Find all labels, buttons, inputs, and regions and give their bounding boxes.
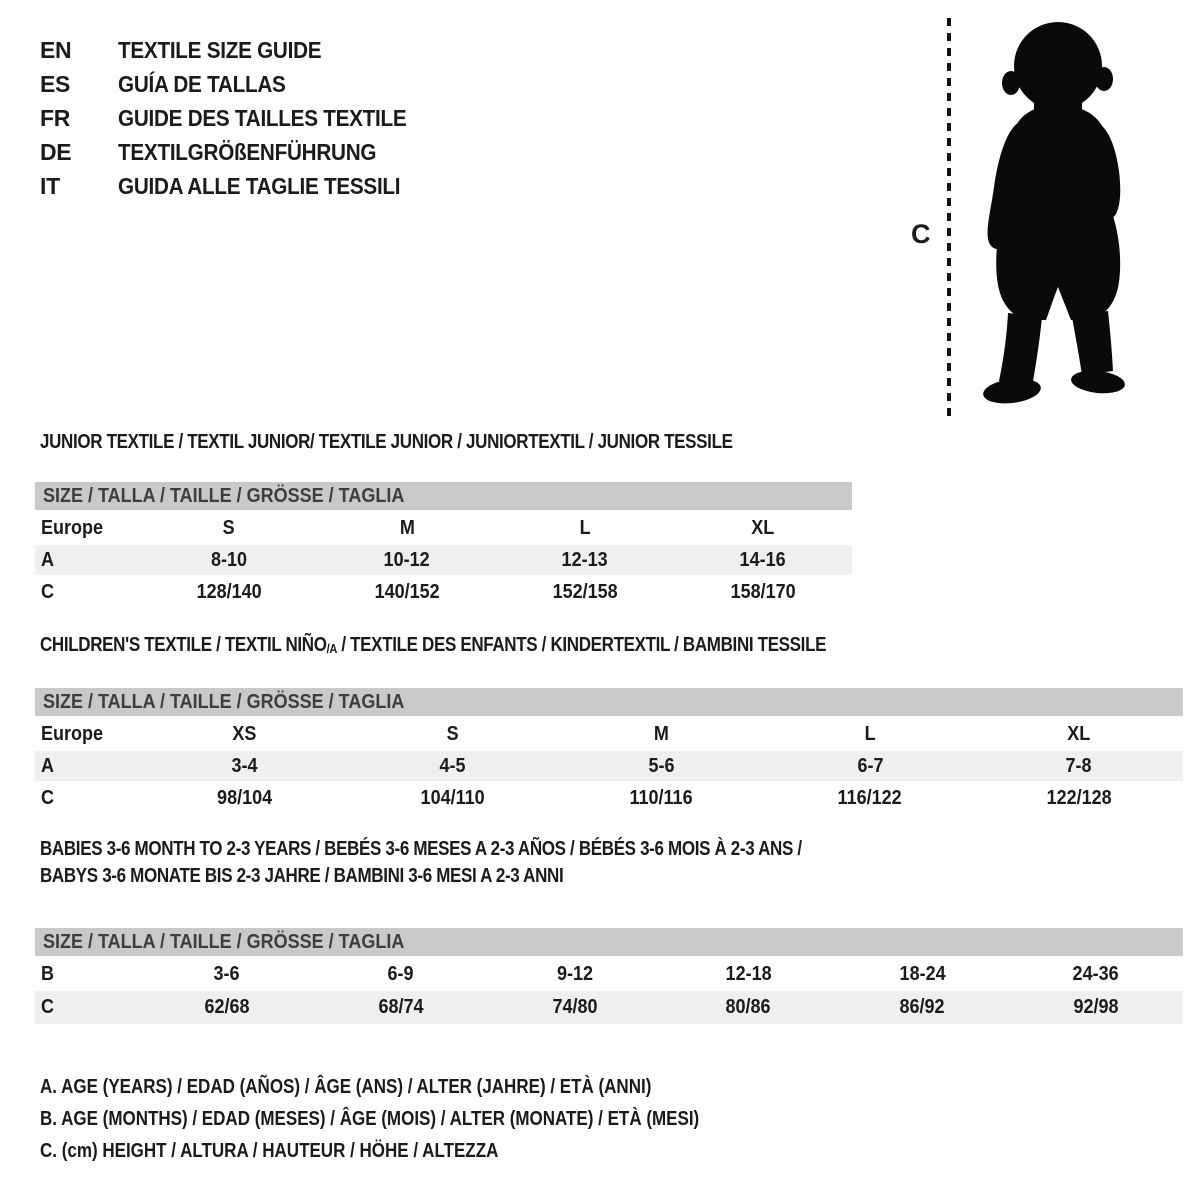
legend-line-c: C. (cm) HEIGHT / ALTURA / HAUTEUR / HÖHE / ALTEZZA (40, 1139, 499, 1162)
table-row (35, 751, 1183, 781)
language-row (40, 135, 439, 169)
junior-section-title: JUNIOR TEXTILE / TEXTIL JUNIOR/ TEXTILE JUNIOR / JUNIORTEXTIL / JUNIOR TESSILE (40, 431, 733, 453)
table-cell: 152/158 (552, 581, 618, 603)
table-cell: L (579, 517, 591, 539)
height-dashed-line (946, 18, 952, 416)
table-cell: 5-6 (648, 754, 675, 777)
row-label: C (41, 581, 55, 603)
table-row (35, 718, 1183, 751)
children-section-title: CHILDREN'S TEXTILE / TEXTIL NIÑO/A / TEXTILE DES ENFANTS / KINDERTEXTIL / BAMBINI TESSILE (40, 634, 827, 656)
table-row (35, 991, 1183, 1024)
row-label: B (41, 963, 55, 985)
language-list (40, 33, 439, 203)
language-label: GUÍA DE TALLAS (118, 70, 286, 97)
language-row (40, 169, 439, 203)
row-label: Europe (41, 517, 104, 539)
table-cell: M (653, 723, 669, 745)
table-cell: 18-24 (899, 963, 946, 985)
table-cell: 6-7 (857, 754, 884, 777)
table-cell: 68/74 (378, 996, 424, 1018)
row-label: A (41, 754, 55, 777)
left-ear (1002, 71, 1020, 95)
language-label: GUIDA ALLE TAGLIE TESSILI (118, 172, 401, 199)
table-cell: 80/86 (725, 996, 771, 1018)
table-row (35, 512, 852, 545)
table-cell: 7-8 (1065, 754, 1092, 777)
row-label: A (41, 548, 55, 571)
row-label: C (41, 996, 55, 1018)
table-cell: 4-5 (439, 754, 466, 777)
table-cell: 62/68 (204, 996, 250, 1018)
size-header-bar: SIZE / TALLA / TAILLE / GRÖSSE / TAGLIA (35, 928, 1183, 956)
language-code: ES (40, 70, 71, 97)
table-row (35, 958, 1183, 991)
table-cell: L (864, 723, 876, 745)
language-label: TEXTILGRÖßENFÜHRUNG (118, 138, 377, 165)
table-cell: 158/170 (730, 581, 796, 603)
language-code: EN (40, 36, 72, 63)
table-cell: 10-12 (383, 548, 431, 571)
table-cell: XS (232, 723, 257, 745)
table-cell: 110/116 (629, 787, 694, 809)
language-label: GUIDE DES TAILLES TEXTILE (118, 104, 407, 131)
children-section (35, 633, 1183, 816)
table-cell: 128/140 (196, 581, 262, 603)
language-code: IT (40, 172, 60, 199)
babies-section-title: BABIES 3-6 MONTH TO 2-3 YEARS / BEBÉS 3-6 MESES A 2-3 AÑOS / BÉBÉS 3-6 MOIS À 2-3 ANS / BABYS 3-6 MONATE BIS 2-3 JAHRE / BAMBINI 3-6 MESI A 2-3 ANNI (40, 838, 802, 887)
table-cell: 12-13 (561, 548, 609, 571)
title-subscript: /A (326, 641, 337, 656)
table-cell: S (446, 723, 459, 745)
table-cell: 116/122 (838, 787, 903, 809)
junior-section (35, 430, 852, 610)
children-size-table (35, 688, 1183, 816)
size-header-bar: SIZE / TALLA / TAILLE / GRÖSSE / TAGLIA (35, 688, 1183, 716)
junior-size-table (35, 482, 852, 610)
size-header-bar: SIZE / TALLA / TAILLE / GRÖSSE / TAGLIA (35, 482, 852, 510)
toddler-silhouette-image (970, 21, 1135, 413)
table-cell: 74/80 (552, 996, 598, 1018)
table-cell: 3-6 (213, 963, 240, 985)
table-cell: 104/110 (420, 787, 485, 809)
right-ear (1095, 67, 1113, 91)
table-cell: S (222, 517, 236, 539)
language-code: FR (40, 104, 71, 131)
language-row (40, 33, 439, 67)
table-cell: 9-12 (556, 963, 593, 985)
table-cell: XL (1067, 723, 1091, 745)
babies-size-table (35, 928, 1183, 1024)
table-cell: 140/152 (374, 581, 440, 603)
language-label: TEXTILE SIZE GUIDE (118, 36, 322, 63)
table-row (35, 545, 852, 575)
legend (40, 1071, 816, 1167)
table-cell: XL (751, 517, 775, 539)
language-code: DE (40, 138, 72, 165)
table-cell: 122/128 (1046, 787, 1112, 809)
table-cell: 8-10 (210, 548, 248, 571)
table-cell: 92/98 (1073, 996, 1119, 1018)
legend-line-a: A. AGE (YEARS) / EDAD (AÑOS) / ÂGE (ANS) / ALTER (JAHRE) / ETÀ (ANNI) (40, 1075, 652, 1098)
babies-section (35, 836, 1183, 1024)
language-row (40, 101, 439, 135)
row-label: C (41, 787, 55, 809)
table-cell: 24-36 (1073, 963, 1120, 985)
table-cell: 6-9 (387, 963, 414, 985)
language-row (40, 67, 439, 101)
table-cell: M (399, 517, 415, 539)
table-cell: 98/104 (216, 787, 272, 809)
table-row (35, 575, 852, 610)
table-cell: 12-18 (725, 963, 772, 985)
table-cell: 14-16 (739, 548, 787, 571)
legend-line-b: B. AGE (MONTHS) / EDAD (MESES) / ÂGE (MOIS) / ALTER (MONATE) / ETÀ (MESI) (40, 1107, 700, 1130)
height-measure-label: C (911, 219, 931, 249)
table-cell: 86/92 (899, 996, 945, 1018)
table-cell: 3-4 (231, 754, 258, 777)
table-row (35, 781, 1183, 816)
row-label: Europe (41, 723, 104, 745)
